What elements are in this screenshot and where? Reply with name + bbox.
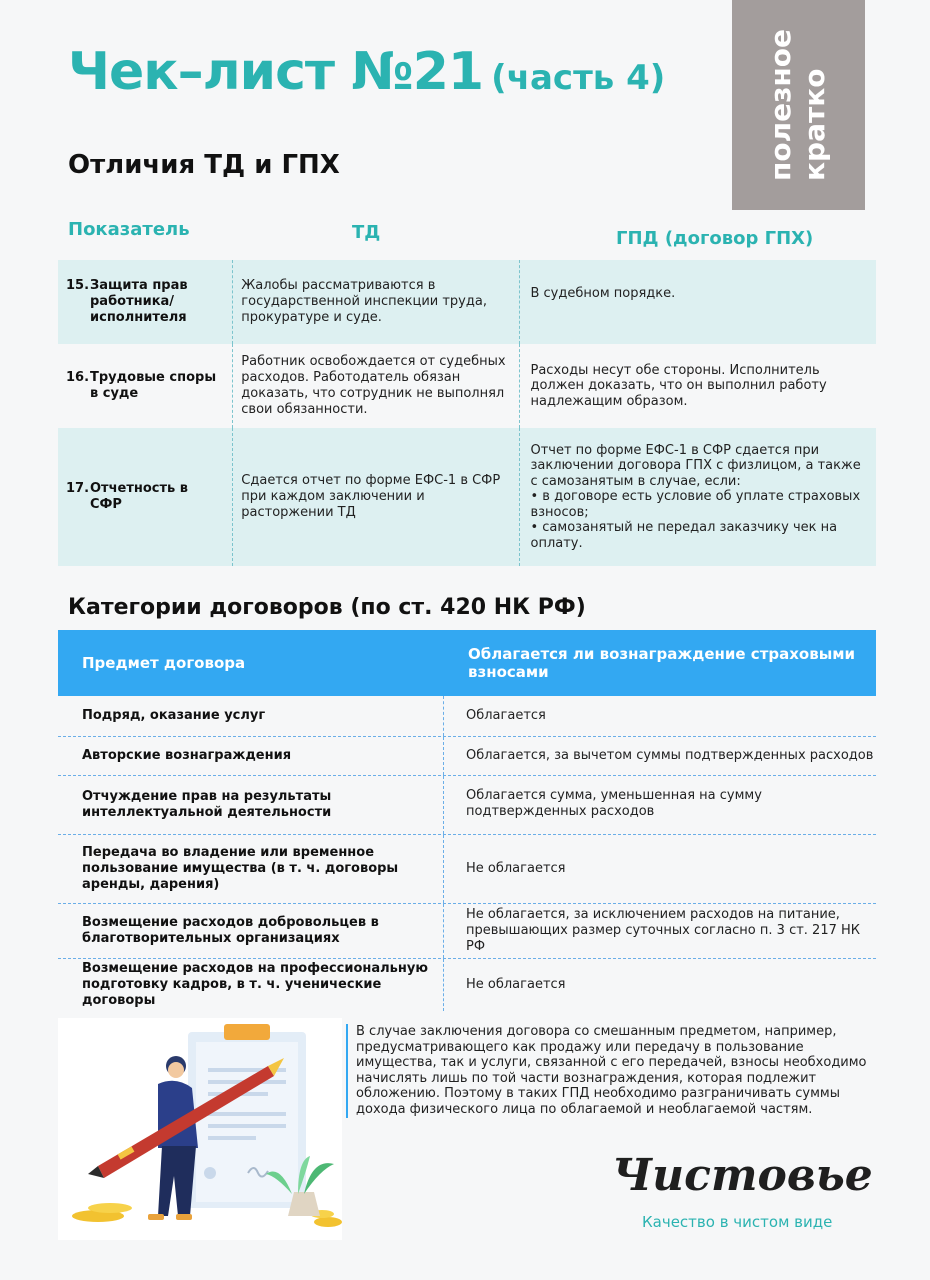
- subject-cell: Возмещение расходов на профессиональную подготовку кадров, в т. ч. ученические договоры: [58, 959, 444, 1011]
- row-number: 15.: [66, 278, 90, 293]
- subject-cell: Авторские вознаграждения: [58, 737, 444, 775]
- taxed-cell: Не облагается: [466, 977, 566, 992]
- col-header-subject: Предмет договора: [82, 654, 246, 672]
- table-row: [58, 428, 876, 566]
- table-row: [58, 835, 876, 904]
- td-cell: Жалобы рассматриваются в государственной инспекции труда, прокуратуре и суде.: [232, 260, 519, 344]
- row-label: Трудовые споры в суде: [90, 370, 217, 401]
- differences-table: [58, 260, 876, 566]
- table-row: [58, 776, 876, 835]
- table-row: [58, 696, 876, 737]
- section-title-categories: Категории договоров (по ст. 420 НК РФ): [68, 595, 586, 620]
- section-title-differences: Отличия ТД и ГПХ: [68, 150, 340, 180]
- td-cell: Работник освобождается от судебных расходов. Работодатель обязан доказать, что сотрудник не выполнял свои обязанности.: [232, 344, 519, 428]
- row-number: 16.: [66, 370, 90, 385]
- subject-cell: Отчуждение прав на результаты интеллектуальной деятельности: [58, 776, 444, 834]
- taxed-cell: Не облагается: [466, 861, 566, 876]
- gpd-cell: В судебном порядке.: [519, 260, 876, 344]
- col-header-taxed: Облагается ли вознаграждение страховыми взносами: [468, 645, 856, 681]
- taxed-cell: Облагается сумма, уменьшенная на сумму подтвержденных расходов: [466, 788, 762, 819]
- col-header-indicator: Показатель: [68, 219, 190, 240]
- categories-table: [58, 630, 876, 1011]
- table-row: [58, 260, 876, 344]
- brand-logo: Чистовье: [612, 1150, 873, 1201]
- table-row: [58, 737, 876, 776]
- badge-line-2: кратко: [798, 68, 831, 181]
- gpd-cell: Отчет по форме ЕФС-1 в СФР сдается при заключении договора ГПХ с физлицом, а также с самозанятым в случае, если: • в договоре есть условие об уплате страховых взносов; • самозанятый не передал заказчику чек на оплату.: [519, 428, 876, 566]
- table-header: [58, 630, 876, 696]
- brand-tagline: Качество в чистом виде: [642, 1213, 833, 1231]
- taxed-cell: Облагается: [466, 708, 546, 723]
- taxed-cell: Облагается, за вычетом суммы подтвержденных расходов: [466, 748, 874, 763]
- gpd-cell: Расходы несут обе стороны. Исполнитель должен доказать, что он выполнил работу надлежащим образом.: [519, 344, 876, 428]
- row-number: 17.: [66, 481, 90, 496]
- page-title: [68, 42, 665, 102]
- side-badge: [732, 0, 865, 210]
- table-row: [58, 904, 876, 959]
- table-row: [58, 959, 876, 1011]
- person-with-pen-illustration: [58, 1018, 342, 1240]
- table-row: [58, 344, 876, 428]
- row-label: Защита прав работника/ исполнителя: [90, 278, 188, 325]
- taxed-cell: Не облагается, за исключением расходов на питание, превышающих размер суточных согласно п. 3 ст. 217 НК РФ: [466, 907, 860, 954]
- subject-cell: Возмещение расходов добровольцев в благотворительных организациях: [58, 904, 444, 958]
- subject-cell: Передача во владение или временное пользование имущества (в т. ч. договоры аренды, дарения): [58, 835, 444, 903]
- title-main: Чек–лист №21: [68, 42, 484, 102]
- col-header-td: ТД: [352, 222, 381, 243]
- mixed-contract-note: В случае заключения договора со смешанным предметом, например, предусматривающего как продажу или передачу в пользование имущества, так и услуги, связанной с его передачей, взносы необходимо начислять лишь по той части вознаграждения, которая подлежит обложению. Поэтому в таких ГПД необходимо разграничивать суммы дохода физического лица по облагаемой и необлагаемой частям.: [346, 1024, 876, 1118]
- row-label: Отчетность в СФР: [90, 481, 188, 512]
- subject-cell: Подряд, оказание услуг: [58, 696, 444, 736]
- badge-line-1: полезное: [764, 29, 797, 181]
- col-header-gpd: ГПД (договор ГПХ): [616, 228, 814, 249]
- td-cell: Сдается отчет по форме ЕФС-1 в СФР при каждом заключении и расторжении ТД: [232, 428, 519, 566]
- title-part: (часть 4): [491, 58, 666, 98]
